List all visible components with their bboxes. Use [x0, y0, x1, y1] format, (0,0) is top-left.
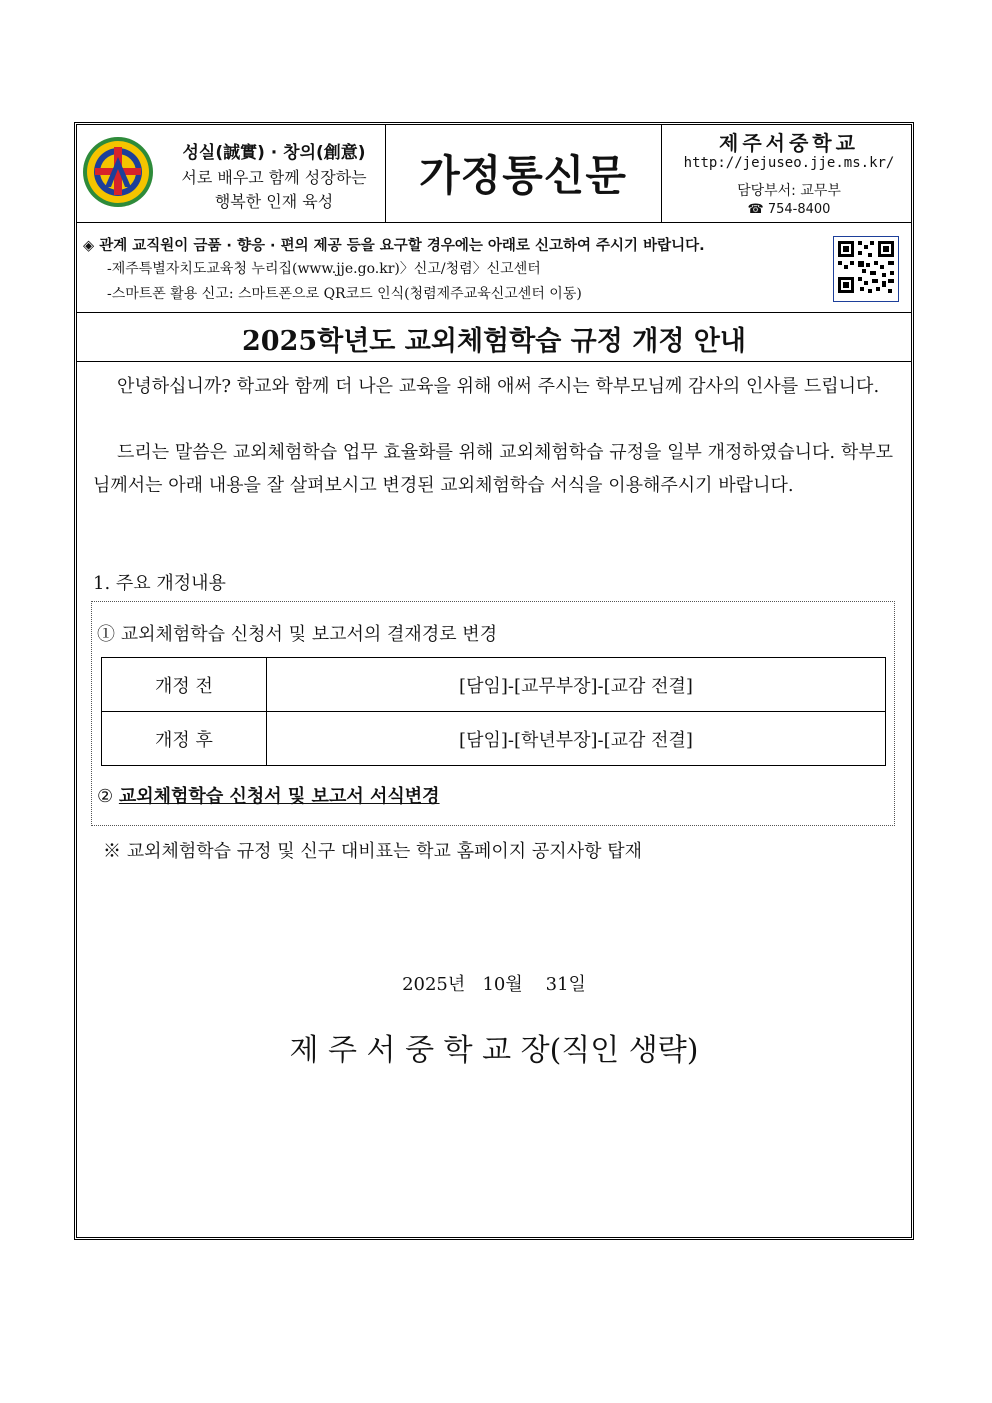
- school-website-link[interactable]: http://jejuseo.jje.ms.kr/: [683, 155, 895, 171]
- school-vision-line1: 서로 배우고 함께 성장하는: [181, 168, 367, 187]
- title-bottom-rule: [77, 361, 911, 362]
- item-text: 교외체험학습 신청서 및 보고서 서식변경: [118, 786, 440, 807]
- row-value: [담임]-[교무부장]-[교감 전결]: [267, 658, 886, 712]
- reference-note: ※ 교외체험학습 규정 및 신구 대비표는 학교 홈페이지 공지사항 탑재: [103, 841, 642, 862]
- department: 담당부서: 교무부: [737, 183, 841, 199]
- school-motto: 성실(誠實) · 창의(創意): [182, 143, 366, 163]
- row-label: 개정 전: [102, 658, 267, 712]
- report-center-path: -제주특별자치도교육청 누리집(www.jje.go.kr)〉신고/청렴〉신고센터: [107, 261, 541, 277]
- notice-bottom-rule: [77, 312, 911, 313]
- smartphone-report-info: -스마트폰 활용 신고: 스마트폰으로 QR코드 인식(청렴제주교육신고센터 이동): [107, 286, 582, 302]
- row-value: [담임]-[학년부장]-[교감 전결]: [267, 712, 886, 766]
- issue-date: 2025년 10월 31일: [402, 974, 586, 995]
- header-divider: [661, 125, 662, 222]
- revision-item-2: [97, 782, 440, 808]
- newsletter-title: 가정통신문: [419, 151, 627, 200]
- school-emblem-icon: [81, 135, 155, 209]
- item-number: ②: [97, 786, 114, 807]
- principal-signature: 제 주 서 중 학 교 장(직인 생략): [289, 1033, 699, 1068]
- revision-item-1: ① 교외체험학습 신청서 및 보고서의 결재경로 변경: [97, 624, 498, 645]
- section-heading: 1. 주요 개정내용: [93, 573, 226, 594]
- greeting-paragraph: 안녕하십니까? 학교와 함께 더 나은 교육을 위해 애써 주시는 학부모님께 감사의 인사를 드립니다.: [117, 376, 880, 397]
- school-name: 제주서중학교: [719, 131, 859, 155]
- qr-code-icon[interactable]: [833, 236, 899, 302]
- approval-route-table: [101, 657, 886, 766]
- row-label: 개정 후: [102, 712, 267, 766]
- announcement-paragraph: 드리는 말씀은 교외체험학습 업무 효율화를 위해 교외체험학습 규정을 일부 개정하였습니다. 학부모님께서는 아래 내용을 잘 살펴보시고 변경된 교외체험학습 서식을 이용해주시기 바랍니다.: [93, 442, 893, 496]
- integrity-notice: ◈ 관계 교직원이 금품 · 향응 · 편의 제공 등을 요구할 경우에는 아래로 신고하여 주시기 바랍니다.: [83, 238, 705, 254]
- newsletter-frame: [74, 122, 914, 1240]
- table-row: [102, 712, 886, 766]
- header-bottom-rule: [77, 222, 911, 223]
- table-row: [102, 658, 886, 712]
- document-title: 2025학년도 교외체험학습 규정 개정 안내: [242, 326, 746, 357]
- school-vision-line2: 행복한 인재 육성: [214, 192, 334, 211]
- phone-number: ☎ 754-8400: [747, 202, 831, 217]
